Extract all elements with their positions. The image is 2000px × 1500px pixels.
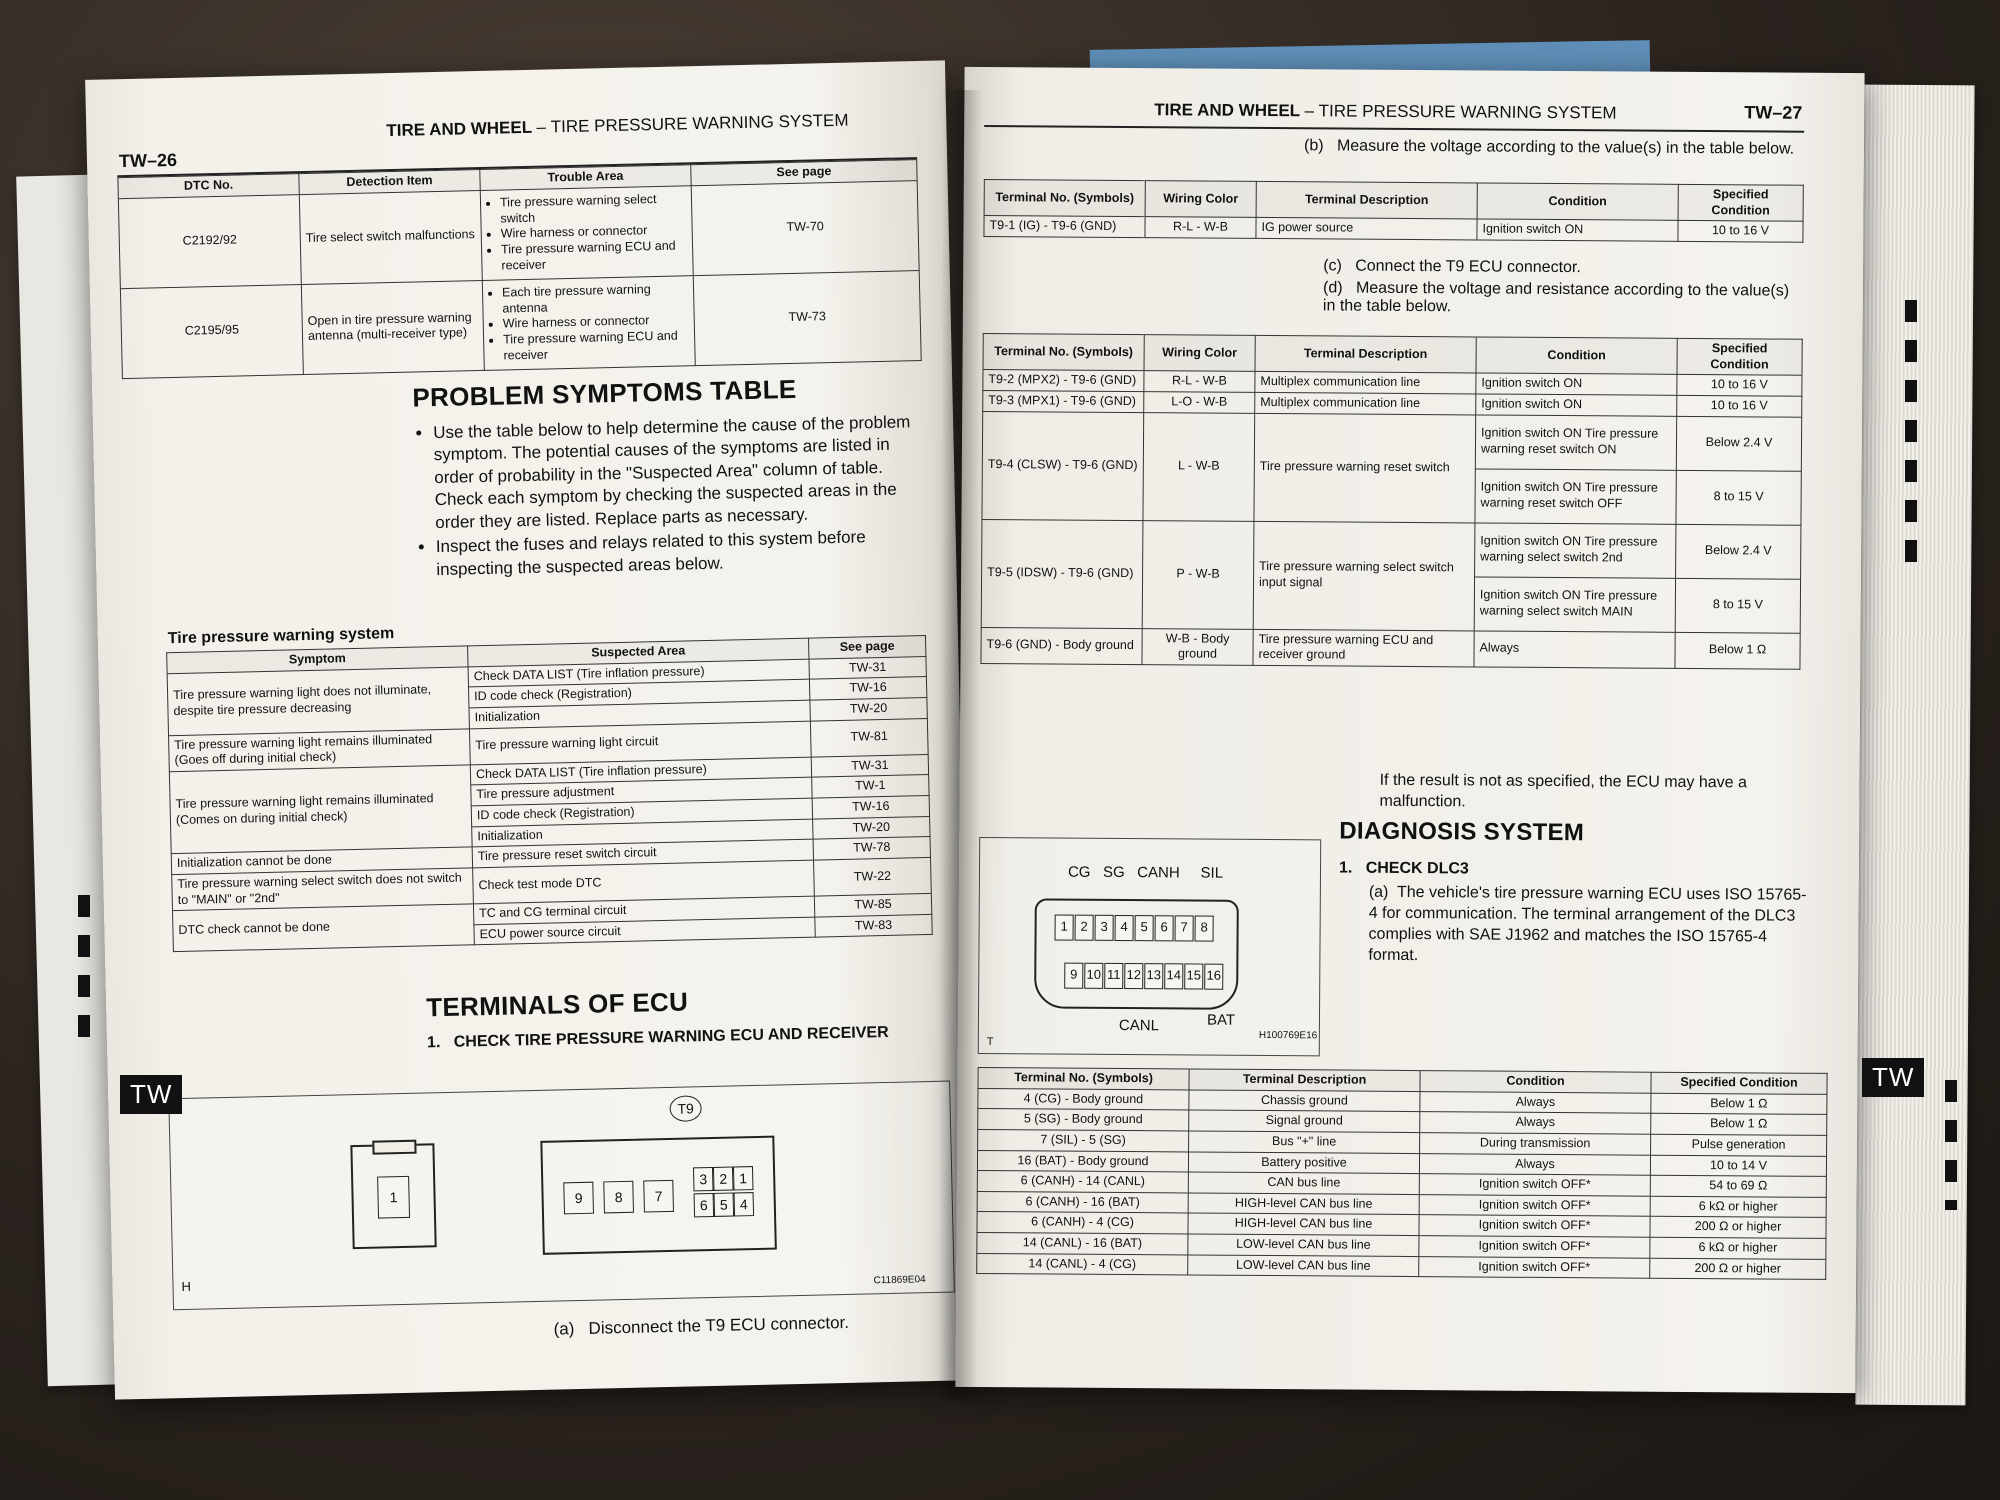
column-header: Terminal No. (Symbols) [984, 180, 1145, 217]
terminal-description: HIGH-level CAN bus line [1188, 1213, 1419, 1235]
diagram-corner-letter: H [181, 1278, 192, 1295]
dlc-pin: 7 [1175, 915, 1194, 941]
wiring-color: R-L - W-B [1144, 371, 1255, 392]
condition: Ignition switch OFF* [1419, 1236, 1650, 1258]
symptom: Tire pressure warning light does not illuminate, despite tire pressure decreasing [167, 667, 469, 736]
dlc-pin: 2 [1075, 915, 1094, 941]
see-page-link[interactable]: TW-20 [810, 697, 927, 720]
specified-condition: Below 2.4 V [1676, 524, 1801, 579]
symptom-table [166, 635, 933, 953]
page-number: TW–27 [1744, 102, 1803, 123]
see-page-link[interactable]: TW-16 [812, 795, 929, 818]
pin-label: BAT [1206, 1011, 1236, 1029]
terminal-no: 14 (CANL) - 4 (CG) [977, 1253, 1188, 1275]
suspected-area: ID code check (Registration) [471, 798, 812, 826]
table-row [982, 411, 1801, 471]
dlc-pin: 3 [1095, 915, 1114, 941]
edge-index-marks [78, 895, 90, 1055]
dlc-pin: 14 [1164, 963, 1183, 989]
column-header: Condition [1420, 1071, 1651, 1093]
table-caption: Tire pressure warning system [167, 625, 395, 648]
check-dlc-step: 1. CHECK DLC3 [1338, 859, 1469, 878]
problem-instructions [413, 411, 927, 584]
dtc-table [117, 159, 921, 379]
terminal-description: LOW-level CAN bus line [1188, 1255, 1419, 1277]
header-rule [984, 125, 1804, 133]
condition: Always [1420, 1112, 1651, 1134]
terminal-description: LOW-level CAN bus line [1188, 1234, 1419, 1256]
terminal-description: Tire pressure warning reset switch [1254, 413, 1476, 523]
column-header: Trouble Area [480, 165, 691, 190]
terminal-no: 6 (CANH) - 16 (BAT) [977, 1191, 1188, 1213]
specified-condition: 10 to 16 V [1677, 375, 1802, 396]
suspected-area: Initialization [469, 700, 810, 728]
result-note: If the result is not as specified, the ECU may have a malfunction. [1379, 771, 1747, 811]
suspected-area: Check DATA LIST (Tire inflation pressure) [468, 659, 809, 687]
see-page-link[interactable]: TW-73 [693, 270, 921, 365]
suspected-area: ECU power source circuit [474, 917, 815, 945]
condition: Ignition switch ON Tire pressure warning reset switch OFF [1475, 468, 1676, 523]
connector-pin: 5 [714, 1193, 735, 1217]
suspected-area: Initialization [472, 819, 813, 847]
dlc-description: (a) The vehicle's tire pressure warning ECU uses ISO 15765-4 for communication. The terminal arrangement of the DLC3 complies with SAE J1962 and matches the ISO 15765-4 format. [1368, 883, 1807, 965]
connect-step: (c) Connect the T9 ECU connector. [1323, 257, 1581, 277]
see-page-link[interactable]: TW-31 [809, 656, 926, 679]
wiring-color: L-O - W-B [1144, 392, 1255, 413]
dlc3-diagram [978, 837, 1322, 1056]
dlc-pin: 4 [1115, 915, 1134, 941]
column-header: Condition [1477, 183, 1678, 221]
connector-pin: 3 [693, 1167, 714, 1191]
see-page-link[interactable]: TW-85 [814, 894, 931, 917]
problem-symptoms-title: PROBLEM SYMPTOMS TABLE [412, 373, 797, 413]
table-row [982, 519, 1801, 579]
page-number: TW–26 [118, 149, 178, 172]
measure-step: (b) Measure the voltage according to the value(s) in the table below. [1304, 137, 1795, 158]
specified-condition: Below 2.4 V [1676, 416, 1801, 471]
dlc-pin: 9 [1064, 963, 1083, 989]
condition: During transmission [1420, 1132, 1651, 1154]
see-page-link[interactable]: TW-16 [809, 677, 926, 700]
specified-condition: 6 kΩ or higher [1650, 1196, 1826, 1218]
connector-pin: 1 [733, 1166, 754, 1190]
measure-step-2: (d) Measure the voltage and resistance according to the value(s) in the table below. [1322, 279, 1790, 316]
suspected-area: TC and CG terminal circuit [473, 896, 814, 924]
terminal-description: Chassis ground [1189, 1090, 1420, 1112]
column-header: Wiring Color [1144, 335, 1255, 372]
detection-item: Tire select switch malfunctions [299, 190, 482, 284]
specified-condition: 10 to 14 V [1650, 1155, 1826, 1177]
terminal-no: T9-6 (GND) - Body ground [981, 627, 1142, 664]
bullet-text: • Use the table below to help determine the cause of the problem symptom. The potential causes of the symptoms are listed in order of probability in the "Suspected Area" column of table. Check each symptom by checking the suspected areas in the order they are listed. Replace parts as necessary. [433, 411, 925, 534]
pin-label: SIL [1200, 864, 1224, 882]
pin-label: SG [1102, 863, 1125, 882]
wiring-color: W-B - Body ground [1142, 628, 1253, 665]
specified-condition: 6 kΩ or higher [1650, 1237, 1826, 1259]
condition: Always [1474, 630, 1675, 668]
dtc-code: C2195/95 [120, 284, 303, 378]
specified-condition: 200 Ω or higher [1650, 1217, 1826, 1239]
dlc-pin: 6 [1155, 915, 1174, 941]
dlc-pin: 16 [1204, 964, 1223, 990]
section-tab-left: TW [120, 1075, 182, 1114]
terminal-description: CAN bus line [1188, 1172, 1419, 1194]
column-header: See page [691, 160, 917, 186]
suspected-area: Check DATA LIST (Tire inflation pressure) [470, 757, 811, 785]
terminal-no: T9-5 (IDSW) - T9-6 (GND) [981, 519, 1143, 628]
terminal-description: Bus "+" line [1189, 1131, 1420, 1153]
symptom: DTC check cannot be done [173, 904, 475, 952]
condition: Ignition switch OFF* [1419, 1194, 1650, 1216]
terminal-no: 16 (BAT) - Body ground [977, 1150, 1188, 1172]
column-header: Specified Condition [1677, 338, 1802, 375]
edge-index-marks [1905, 300, 1917, 580]
check-step: 1. CHECK TIRE PRESSURE WARNING ECU AND RECEIVER [426, 1023, 889, 1052]
dlc-pin: 1 [1055, 915, 1074, 941]
section-tab-right: TW [1862, 1058, 1924, 1097]
book-gutter [938, 90, 983, 1400]
page-header: TIRE AND WHEEL – TIRE PRESSURE WARNING SYSTEM [386, 110, 849, 141]
table-header-row [983, 334, 1802, 376]
small-connector-icon [350, 1143, 436, 1249]
trouble-area: • Each tire pressure warning antenna • Wire harness or connector • Tire pressure warning ECU and receiver [482, 275, 695, 370]
column-header: Specified Condition [1651, 1072, 1827, 1094]
detection-item: Open in tire pressure warning antenna (multi-receiver type) [301, 280, 484, 374]
bullet-text: • Inspect the fuses and relays related to this system before inspecting the suspected areas below. [436, 525, 927, 581]
see-page-link[interactable]: TW-1 [812, 775, 929, 798]
terminal-description: Multiplex communication line [1255, 372, 1476, 394]
diagram-code: H100769E16 [1258, 1029, 1318, 1042]
suspected-area: Tire pressure reset switch circuit [472, 839, 813, 867]
suspected-area: Check test mode DTC [473, 860, 815, 904]
voltage-resistance-table [980, 333, 1802, 669]
terminal-description: Tire pressure warning select switch input signal [1253, 521, 1475, 631]
terminal-description: IG power source [1256, 218, 1477, 240]
see-page-link[interactable]: TW-70 [691, 180, 919, 275]
terminal-no: 6 (CANH) - 4 (CG) [977, 1212, 1188, 1234]
voltage-table [983, 179, 1803, 243]
column-header: Detection Item [299, 169, 480, 194]
dlc-pin: 8 [1195, 916, 1214, 942]
column-header: Terminal Description [1189, 1069, 1420, 1091]
specified-condition: 8 to 15 V [1676, 470, 1801, 525]
condition: Ignition switch ON Tire pressure warning reset switch ON [1475, 414, 1676, 469]
terminal-no: 7 (SIL) - 5 (SG) [978, 1129, 1189, 1151]
wiring-color: L - W-B [1143, 412, 1255, 521]
diagnosis-title: DIAGNOSIS SYSTEM [1339, 817, 1585, 847]
dlc-pin: 12 [1124, 963, 1143, 989]
specified-condition: 200 Ω or higher [1650, 1258, 1826, 1280]
condition: Ignition switch OFF* [1419, 1174, 1650, 1196]
suspected-area: Tire pressure adjustment [471, 777, 812, 805]
diagram-corner-letter: T [986, 1036, 994, 1049]
ecu-connector-diagram [168, 1081, 955, 1311]
suspected-area: Tire pressure warning light circuit [469, 721, 811, 765]
see-page-link[interactable]: TW-20 [813, 816, 930, 839]
condition: Ignition switch ON [1476, 373, 1677, 395]
specified-condition: 10 to 16 V [1678, 221, 1803, 242]
specified-condition: Below 1 Ω [1675, 632, 1800, 669]
condition: Ignition switch ON [1476, 394, 1677, 416]
left-page [85, 60, 975, 1399]
symptom: Tire pressure warning light remains illuminated (Goes off during initial check) [169, 728, 471, 771]
see-page-link[interactable]: TW-81 [810, 718, 928, 757]
table-row [984, 216, 1803, 242]
table-row [981, 627, 1800, 669]
terminal-no: T9-2 (MPX2) - T9-6 (GND) [983, 370, 1144, 392]
terminal-no: 6 (CANH) - 14 (CANL) [977, 1171, 1188, 1193]
dlc-pin: 11 [1104, 963, 1123, 989]
wiring-color: P - W-B [1142, 520, 1254, 629]
terminal-description: HIGH-level CAN bus line [1188, 1193, 1419, 1215]
symptom: Initialization cannot be done [171, 847, 472, 874]
column-header: Terminal Description [1256, 181, 1477, 219]
see-page-link[interactable]: TW-83 [815, 914, 932, 937]
table-header-row [984, 180, 1803, 222]
column-header: Wiring Color [1145, 181, 1256, 218]
diagram-code: C11869E04 [873, 1274, 926, 1287]
terminal-description: Multiplex communication line [1255, 392, 1476, 414]
see-page-link[interactable]: TW-78 [813, 837, 930, 860]
column-header: Condition [1476, 337, 1677, 375]
pin-label: CANL [1118, 1016, 1160, 1035]
see-page-link[interactable]: TW-31 [811, 754, 928, 777]
dlc-pin: 13 [1144, 963, 1163, 989]
specified-condition: 8 to 15 V [1675, 578, 1800, 633]
terminal-no: T9-4 (CLSW) - T9-6 (GND) [982, 411, 1144, 520]
column-header: DTC No. [118, 174, 299, 199]
condition: Always [1420, 1091, 1651, 1113]
dlc-pin: 10 [1084, 963, 1103, 989]
pin-label: CG [1067, 863, 1091, 881]
specified-condition: Pulse generation [1651, 1134, 1827, 1156]
specified-condition: 54 to 69 Ω [1650, 1175, 1826, 1197]
edge-index-marks [1945, 1080, 1957, 1210]
specified-condition: Below 1 Ω [1651, 1113, 1827, 1135]
terminal-no: 4 (CG) - Body ground [978, 1088, 1189, 1110]
terminals-title: TERMINALS OF ECU [425, 986, 689, 1023]
column-header: Specified Condition [1678, 184, 1803, 221]
see-page-link[interactable]: TW-22 [814, 857, 932, 896]
condition: Ignition switch ON Tire pressure warning select switch MAIN [1474, 576, 1675, 631]
column-header: See page [808, 636, 925, 659]
connector-pin: 9 [563, 1182, 594, 1215]
pin-label: CANH [1137, 864, 1180, 882]
condition: Ignition switch OFF* [1419, 1256, 1650, 1278]
trouble-area: • Tire pressure warning select switch • Wire harness or connector • Tire pressure warning ECU and receiver [480, 185, 693, 280]
table-row [120, 270, 921, 378]
column-header: Terminal Description [1255, 335, 1476, 373]
symptom: Tire pressure warning select switch does not switch to "MAIN" or "2nd" [172, 868, 474, 911]
connector-pin: 7 [643, 1180, 674, 1213]
symptom: Tire pressure warning light remains illuminated (Comes on during initial check) [169, 765, 472, 854]
connector-pin: 6 [694, 1193, 715, 1217]
connector-pin: 1 [377, 1176, 410, 1219]
terminal-no: 5 (SG) - Body ground [978, 1109, 1189, 1131]
suspected-area: ID code check (Registration) [469, 679, 810, 707]
terminal-no: T9-1 (IG) - T9-6 (GND) [984, 216, 1145, 238]
condition: Always [1419, 1153, 1650, 1175]
condition: Ignition switch OFF* [1419, 1215, 1650, 1237]
specified-condition: Below 1 Ω [1651, 1093, 1827, 1115]
right-page [955, 67, 1864, 1393]
condition: Ignition switch ON [1477, 219, 1678, 241]
specified-condition: 10 to 16 V [1677, 395, 1802, 416]
connector-pin: 4 [734, 1192, 755, 1216]
connector-pin: 8 [603, 1181, 634, 1214]
connector-label: T9 [669, 1095, 702, 1122]
condition: Ignition switch ON Tire pressure warning select switch 2nd [1475, 522, 1676, 577]
dtc-code: C2192/92 [118, 194, 301, 288]
terminal-no: 14 (CANL) - 16 (BAT) [977, 1232, 1188, 1254]
column-header: Terminal No. (Symbols) [983, 334, 1144, 371]
column-header: Symptom [167, 646, 468, 673]
connector-pin: 2 [713, 1167, 734, 1191]
column-header: Terminal No. (Symbols) [978, 1067, 1189, 1089]
terminal-description: Tire pressure warning ECU and receiver ground [1253, 629, 1474, 667]
terminal-description: Signal ground [1189, 1110, 1420, 1132]
dlc-pin: 5 [1135, 915, 1154, 941]
disconnect-step: (a) Disconnect the T9 ECU connector. [553, 1312, 850, 1339]
dlc-pin: 15 [1184, 963, 1203, 989]
column-header: Suspected Area [468, 638, 809, 666]
t9-connector-icon [540, 1136, 777, 1255]
terminal-no: T9-3 (MPX1) - T9-6 (GND) [983, 390, 1144, 412]
dlc3-table [976, 1067, 1827, 1280]
wiring-color: R-L - W-B [1145, 217, 1256, 238]
terminal-description: Battery positive [1188, 1151, 1419, 1173]
page-header: TIRE AND WHEEL – TIRE PRESSURE WARNING SYSTEM [1154, 100, 1617, 123]
